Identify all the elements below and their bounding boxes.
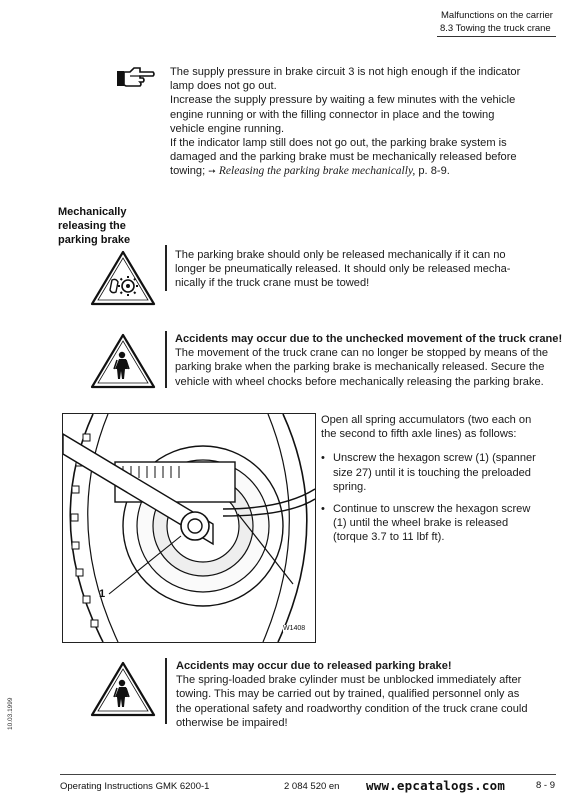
note-line: engine running or with the filling connector in place and the towing bbox=[170, 108, 495, 121]
note-line-xref bbox=[170, 164, 560, 178]
danger-person-icon bbox=[90, 333, 156, 394]
side-heading bbox=[58, 205, 130, 247]
bullet-icon: • bbox=[321, 503, 325, 516]
margin-date: 10.03.1999 bbox=[7, 697, 14, 730]
pointing-hand-icon bbox=[116, 66, 156, 95]
note-line: Increase the supply pressure by waiting a few minutes with the vehicle bbox=[170, 94, 516, 107]
procedure-step bbox=[321, 451, 561, 494]
step-line: (torque 3.7 to 11 lbf ft). bbox=[333, 531, 445, 544]
caution-line: nically if the truck crane must be towed! bbox=[175, 277, 370, 290]
footer-website-link[interactable]: www.epcatalogs.com bbox=[366, 778, 506, 793]
caution-line: The parking brake should only be released mechanically if it can no bbox=[175, 249, 506, 261]
note-line: The supply pressure in brake circuit 3 is not high enough if the indicator bbox=[170, 66, 521, 78]
header-rule bbox=[437, 36, 556, 37]
side-heading-line: parking brake bbox=[58, 234, 131, 246]
procedure-intro-line: the second to fifth axle lines) as follows: bbox=[321, 428, 517, 441]
note-line: vehicle engine running. bbox=[170, 122, 285, 135]
warning-line: The spring-loaded brake cylinder must be unblocked immediately after bbox=[176, 674, 522, 687]
xref-link[interactable]: Releasing the parking brake mechanically, bbox=[218, 165, 416, 178]
warning-line: towing. This may be carried out by trained, qualified personnel only as bbox=[176, 688, 520, 701]
side-heading-line: Mechanically bbox=[58, 206, 127, 218]
warning-line: the operational safety and roadworthy condition of the truck crane could bbox=[176, 702, 528, 715]
note-line: lamp does not go out. bbox=[170, 80, 277, 93]
step-line: Continue to unscrew the hexagon screw bbox=[333, 503, 531, 516]
page-number: 8 - 9 bbox=[536, 780, 556, 791]
warning-text bbox=[175, 332, 563, 389]
warning-line: vehicle with wheel chocks before mechanically releasing the parking brake. bbox=[175, 375, 544, 388]
warning2-text bbox=[176, 659, 561, 730]
note-line: damaged and the parking brake must be mechanically released before bbox=[170, 151, 517, 164]
side-heading-line: releasing the bbox=[58, 220, 126, 232]
brake-figure bbox=[62, 413, 316, 643]
procedure-step bbox=[321, 502, 561, 545]
xref-arrow-icon: ➙ bbox=[208, 166, 216, 177]
warning-line: otherwise be impaired! bbox=[176, 716, 288, 729]
footer-rule bbox=[60, 774, 556, 775]
caution-damage-icon bbox=[90, 250, 156, 311]
footer-title: Operating Instructions GMK 6200-1 bbox=[60, 781, 210, 792]
step-line: size 27) until it is touching the preloaded bbox=[333, 466, 531, 479]
caution-line: longer be pneumatically released. It should only be released mecha- bbox=[175, 263, 511, 276]
footer-doc-number: 2 084 520 en bbox=[284, 781, 340, 792]
procedure-text bbox=[321, 413, 561, 551]
caution-bar bbox=[165, 245, 167, 291]
brake-illustration bbox=[63, 414, 315, 642]
procedure-intro-line: Open all spring accumulators (two each on bbox=[321, 414, 532, 426]
section-title: 8.3 Towing the truck crane bbox=[440, 23, 551, 34]
step-line: spring. bbox=[333, 480, 367, 493]
xref-page: p. 8-9. bbox=[418, 165, 450, 178]
figure-callout-1: 1 bbox=[99, 588, 106, 600]
note-line: If the indicator lamp still does not go out, the parking brake system is bbox=[170, 137, 507, 150]
bullet-icon: • bbox=[321, 452, 325, 465]
warning-bar bbox=[165, 331, 167, 388]
step-line: Unscrew the hexagon screw (1) (spanner bbox=[333, 452, 536, 465]
warning-line: parking brake when the parking brake is mechanically released. Secure the bbox=[175, 361, 545, 374]
note-text bbox=[170, 65, 560, 179]
procedure-steps bbox=[321, 451, 561, 544]
note-last-prefix: towing; bbox=[170, 165, 206, 178]
warning-title: Accidents may occur due to the unchecked movement of the truck crane! bbox=[175, 333, 563, 345]
caution-text bbox=[175, 248, 560, 291]
figure-code: W1408 bbox=[283, 625, 306, 632]
danger-person-icon bbox=[90, 661, 156, 722]
step-line: (1) until the wheel brake is released bbox=[333, 517, 509, 530]
warning-line: The movement of the truck crane can no longer be stopped by means of the bbox=[175, 347, 549, 360]
warning-title: Accidents may occur due to released parking brake! bbox=[176, 660, 452, 672]
chapter-title: Malfunctions on the carrier bbox=[441, 10, 553, 21]
warning-bar bbox=[165, 658, 167, 724]
